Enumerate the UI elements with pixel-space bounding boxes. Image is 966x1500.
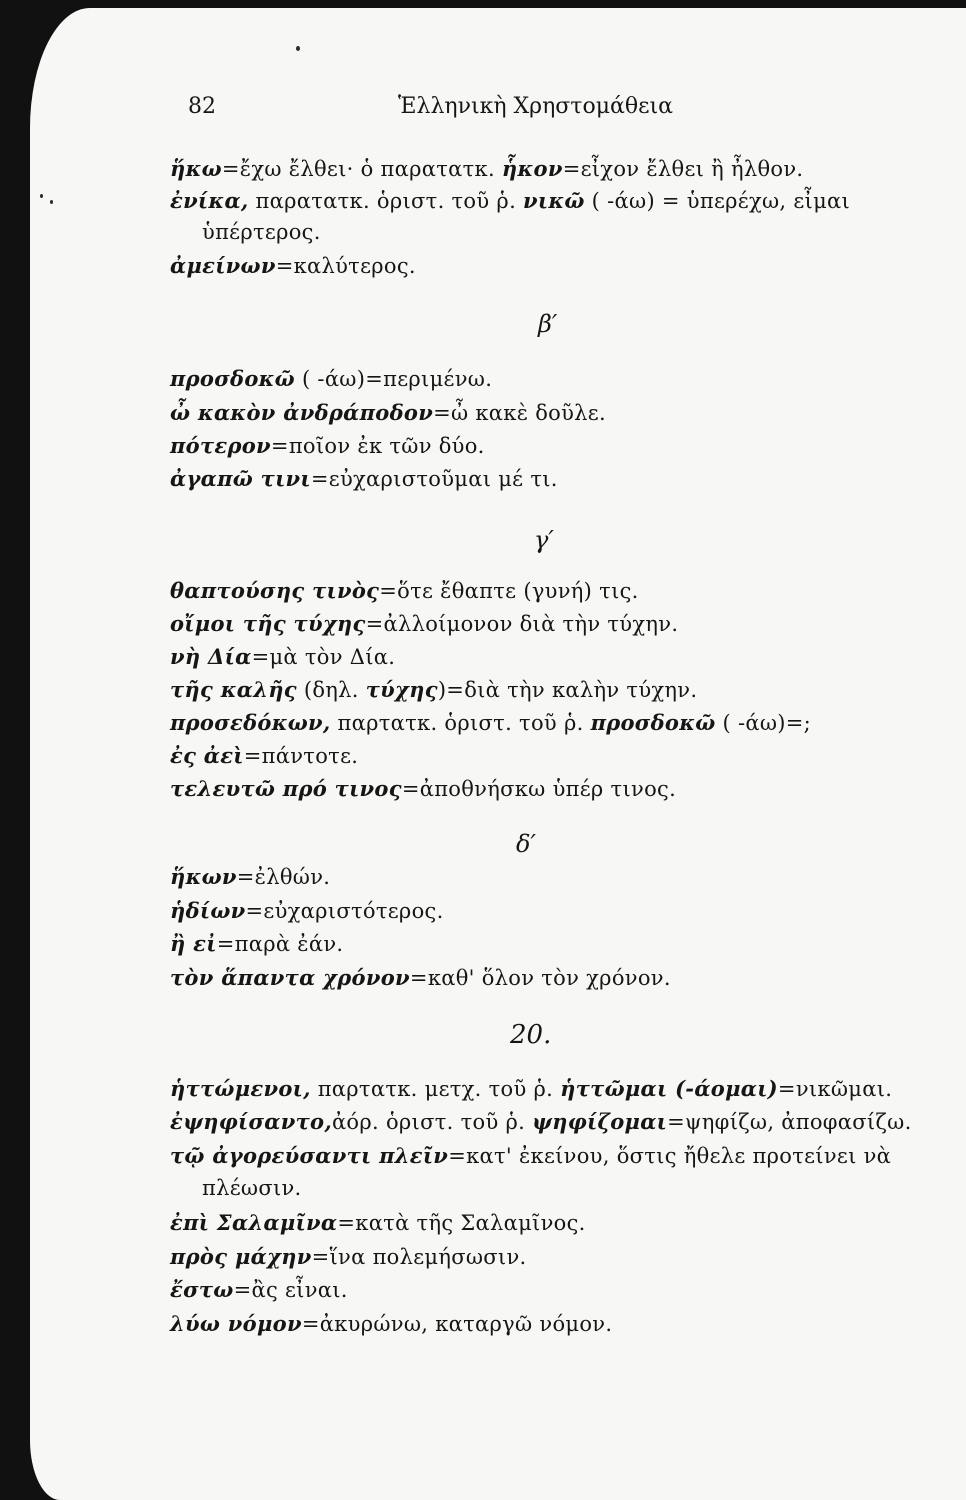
gloss-definition: =μὰ τὸν Δία.	[251, 645, 396, 669]
gloss-definition: =ἔχω ἔλθει· ὁ παρατατκ.	[221, 157, 502, 181]
gloss-line	[170, 611, 678, 636]
gloss-term: ἀμείνων	[170, 253, 276, 278]
gloss-term: τύχης	[365, 677, 438, 702]
gloss-definition: =ἂς εἶναι.	[233, 1278, 348, 1302]
gloss-definition: παρτατκ. ὁριστ. τοῦ ῥ.	[330, 711, 591, 735]
book-page	[30, 8, 966, 1500]
gloss-definition: =ποῖον ἐκ τῶν δύο.	[270, 434, 485, 458]
gloss-definition: =ἐλθών.	[236, 865, 331, 889]
gloss-term: ὦ κακὸν ἀνδράποδον	[170, 400, 434, 425]
gloss-definition: =παρὰ ἐάν.	[216, 932, 344, 956]
gloss-definition: ( -άω) = ὑπερέχω, εἶμαι	[584, 189, 851, 213]
gloss-line	[170, 1210, 586, 1235]
gloss-line	[170, 1244, 527, 1269]
gloss-line	[170, 188, 850, 213]
gloss-line	[170, 366, 492, 391]
gloss-definition: πλέωσιν.	[202, 1176, 302, 1200]
page-header	[188, 94, 748, 134]
gloss-term: νὴ Δία	[170, 644, 252, 669]
gloss-line	[170, 864, 330, 889]
gloss-line-continuation	[202, 1176, 302, 1200]
gloss-definition: ( -άω)=περιμένω.	[294, 367, 493, 391]
gloss-term: ἡττῶμαι (-άομαι)	[560, 1076, 778, 1101]
gloss-line	[170, 965, 671, 990]
gloss-line	[170, 1277, 348, 1302]
gloss-term: θαπτούσης τινὸς	[170, 578, 380, 603]
gloss-line	[170, 931, 343, 956]
gloss-line	[170, 466, 558, 491]
gloss-definition: =ἵνα πολεμήσωσιν.	[311, 1245, 527, 1269]
ink-speck	[296, 46, 300, 51]
gloss-line	[170, 1311, 612, 1336]
gloss-term: προσεδόκων,	[170, 710, 331, 735]
gloss-term: τῷ ἀγορεύσαντι πλεῖν	[170, 1143, 449, 1168]
gloss-term: ἢ εἰ	[170, 931, 217, 956]
section-label-b: β′	[538, 310, 558, 338]
gloss-definition: παρατατκ. ὁριστ. τοῦ ῥ.	[248, 189, 524, 213]
section-number-20: 20.	[510, 1020, 552, 1050]
gloss-term: τῆς καλῆς	[170, 677, 297, 702]
gloss-definition: =ὦ κακὲ δοῦλε.	[433, 401, 606, 425]
gloss-definition: =ἀκυρώνω, καταργῶ νόμον.	[301, 1312, 613, 1336]
ink-speck	[50, 200, 53, 204]
gloss-term: ἐς ἀεὶ	[170, 743, 244, 768]
gloss-definition: =κατὰ τῆς Σαλαμῖνος.	[337, 1211, 586, 1235]
gloss-term: ἡδίων	[170, 898, 246, 923]
gloss-definition: =κατ' ἐκείνου, ὅστις ἤθελε προτείνει νὰ	[448, 1144, 892, 1168]
gloss-line	[170, 1076, 892, 1101]
gloss-definition: =καλύτερος.	[275, 254, 416, 278]
gloss-term: ἡττώμενοι,	[170, 1076, 311, 1101]
gloss-line	[170, 578, 639, 603]
gloss-term: προσδοκῶ	[590, 710, 716, 735]
gloss-line	[170, 1143, 891, 1168]
gloss-term: ἀγαπῶ τινι	[170, 466, 311, 491]
gloss-term: οἴμοι τῆς τύχης	[170, 611, 366, 636]
gloss-definition: (δηλ.	[296, 678, 366, 702]
gloss-line	[170, 898, 444, 923]
gloss-line	[170, 253, 416, 278]
gloss-definition: =ἀλλοίμονον διὰ τὴν τύχην.	[365, 612, 679, 636]
gloss-line	[170, 156, 803, 181]
gloss-definition: )=διὰ τὴν καλὴν τύχην.	[437, 678, 698, 702]
gloss-line	[170, 776, 676, 801]
gloss-line	[170, 644, 395, 669]
gloss-term: πρὸς μάχην	[170, 1244, 312, 1269]
running-title: Ἑλληνικὴ Χρηστομάθεια	[398, 94, 673, 119]
gloss-definition: =ἀποθνήσκω ὑπέρ τινος.	[401, 777, 677, 801]
section-label-d: δ′	[516, 830, 536, 858]
gloss-definition: =ψηφίζω, ἀποφασίζω.	[667, 1110, 912, 1134]
gloss-line	[170, 743, 358, 768]
gloss-line	[170, 677, 697, 702]
gloss-definition: =πάντοτε.	[243, 744, 359, 768]
gloss-term: τὸν ἅπαντα χρόνον	[170, 965, 410, 990]
gloss-term: ἐψηφίσαντο,	[170, 1109, 332, 1134]
gloss-term: νικῶ	[523, 188, 585, 213]
ink-speck	[40, 194, 43, 198]
gloss-term: ἐνίκα,	[170, 188, 249, 213]
gloss-term: ἔστω	[170, 1277, 234, 1302]
gloss-definition: ( -άω)=;	[715, 711, 812, 735]
gloss-definition: ὑπέρτερος.	[202, 220, 321, 244]
gloss-definition: =νικῶμαι.	[777, 1077, 893, 1101]
page-number: 82	[188, 94, 216, 119]
section-label-c: γ′	[534, 526, 554, 554]
gloss-term: ἥκω	[170, 156, 222, 181]
gloss-line	[170, 400, 606, 425]
gloss-definition: =ὅτε ἔθαπτε (γυνή) τις.	[379, 579, 639, 603]
gloss-line	[170, 433, 485, 458]
gloss-term: πότερον	[170, 433, 271, 458]
gloss-line-continuation	[202, 220, 321, 244]
gloss-term: ψηφίζομαι	[532, 1109, 668, 1134]
gloss-term: λύω νόμον	[170, 1311, 302, 1336]
gloss-definition: =εἶχον ἔλθει ἢ ἦλθον.	[562, 157, 804, 181]
gloss-term: τελευτῶ πρό τινος	[170, 776, 402, 801]
gloss-term: ἐπὶ Σαλαμῖνα	[170, 1210, 338, 1235]
gloss-definition: =εὐχαριστότερος.	[245, 899, 444, 923]
gloss-definition: ἀόρ. ὁριστ. τοῦ ῥ.	[331, 1110, 533, 1134]
gloss-term: ἧκον	[501, 156, 563, 181]
gloss-term: προσδοκῶ	[170, 366, 295, 391]
gloss-term: ἥκων	[170, 864, 237, 889]
gloss-definition: παρτατκ. μετχ. τοῦ ῥ.	[310, 1077, 561, 1101]
gloss-definition: =καθ' ὅλον τὸν χρόνον.	[409, 966, 671, 990]
gloss-definition: =εὐχαριστοῦμαι μέ τι.	[310, 467, 558, 491]
gloss-line	[170, 710, 811, 735]
gloss-line	[170, 1109, 912, 1134]
